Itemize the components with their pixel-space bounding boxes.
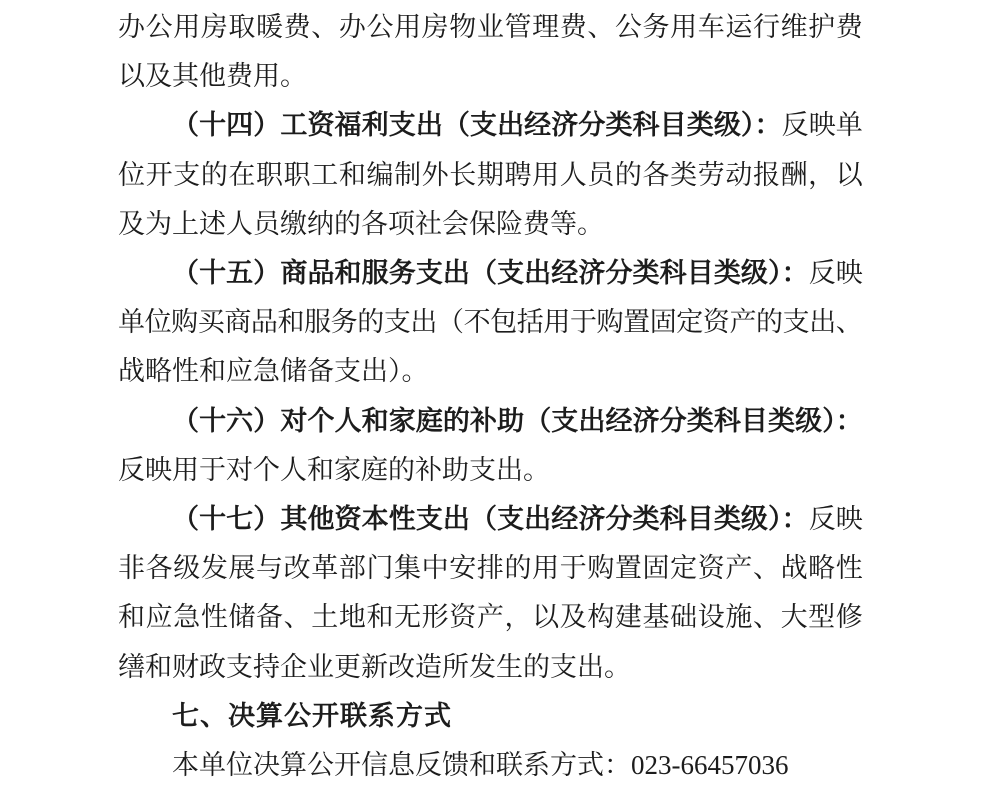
line-text: 反映用于对个人和家庭的补助支出。 <box>118 454 550 485</box>
line-text: 以及其他费用。 <box>118 61 307 92</box>
line-text: 战略性和应急储备支出）。 <box>118 356 429 387</box>
line-text: 反映单 <box>781 110 862 141</box>
item-heading-line-17 <box>118 495 862 544</box>
body-line <box>118 643 862 692</box>
item-heading-line-16 <box>118 397 862 446</box>
item-heading-text: （十六）对个人和家庭的补助（支出经济分类科目类级）： <box>172 405 862 436</box>
line-text: 办公用房取暖费、办公用房物业管理费、公务用车运行维护费 <box>118 12 862 42</box>
line-text: 反映 <box>808 258 862 289</box>
body-line <box>118 3 862 52</box>
item-heading-text: （十五）商品和服务支出（支出经济分类科目类级）： <box>172 258 809 289</box>
item-heading-text: （十七）其他资本性支出（支出经济分类科目类级）： <box>172 504 809 535</box>
body-line <box>118 347 862 396</box>
line-text: 单位购买商品和服务的支出（不包括用于购置固定资产的支出、 <box>118 307 862 338</box>
line-text: 反映 <box>808 504 862 535</box>
line-text: 缮和财政支持企业更新改造所发生的支出。 <box>118 651 631 682</box>
body-line <box>118 52 862 101</box>
line-text: 位开支的在职职工和编制外长期聘用人员的各类劳动报酬，以 <box>118 159 862 190</box>
section-heading-contact <box>118 692 862 741</box>
body-line <box>118 151 862 200</box>
body-line <box>118 298 862 347</box>
line-text: 及为上述人员缴纳的各项社会保险费等。 <box>118 208 604 239</box>
body-line <box>118 593 862 642</box>
body-line <box>118 200 862 249</box>
line-text: 非各级发展与改革部门集中安排的用于购置固定资产、战略性 <box>118 553 862 584</box>
body-line <box>118 544 862 593</box>
line-text: 本单位决算公开信息反馈和联系方式：023-66457036 <box>172 750 789 781</box>
contact-phone-line <box>118 741 862 790</box>
item-heading-line-15 <box>118 249 862 298</box>
section-heading-text: 七、决算公开联系方式 <box>172 700 452 731</box>
line-text: 和应急性储备、土地和无形资产，以及构建基础设施、大型修 <box>118 602 862 633</box>
item-heading-line-14 <box>118 101 862 150</box>
body-line <box>118 446 862 495</box>
item-heading-text: （十四）工资福利支出（支出经济分类科目类级）： <box>172 110 782 141</box>
